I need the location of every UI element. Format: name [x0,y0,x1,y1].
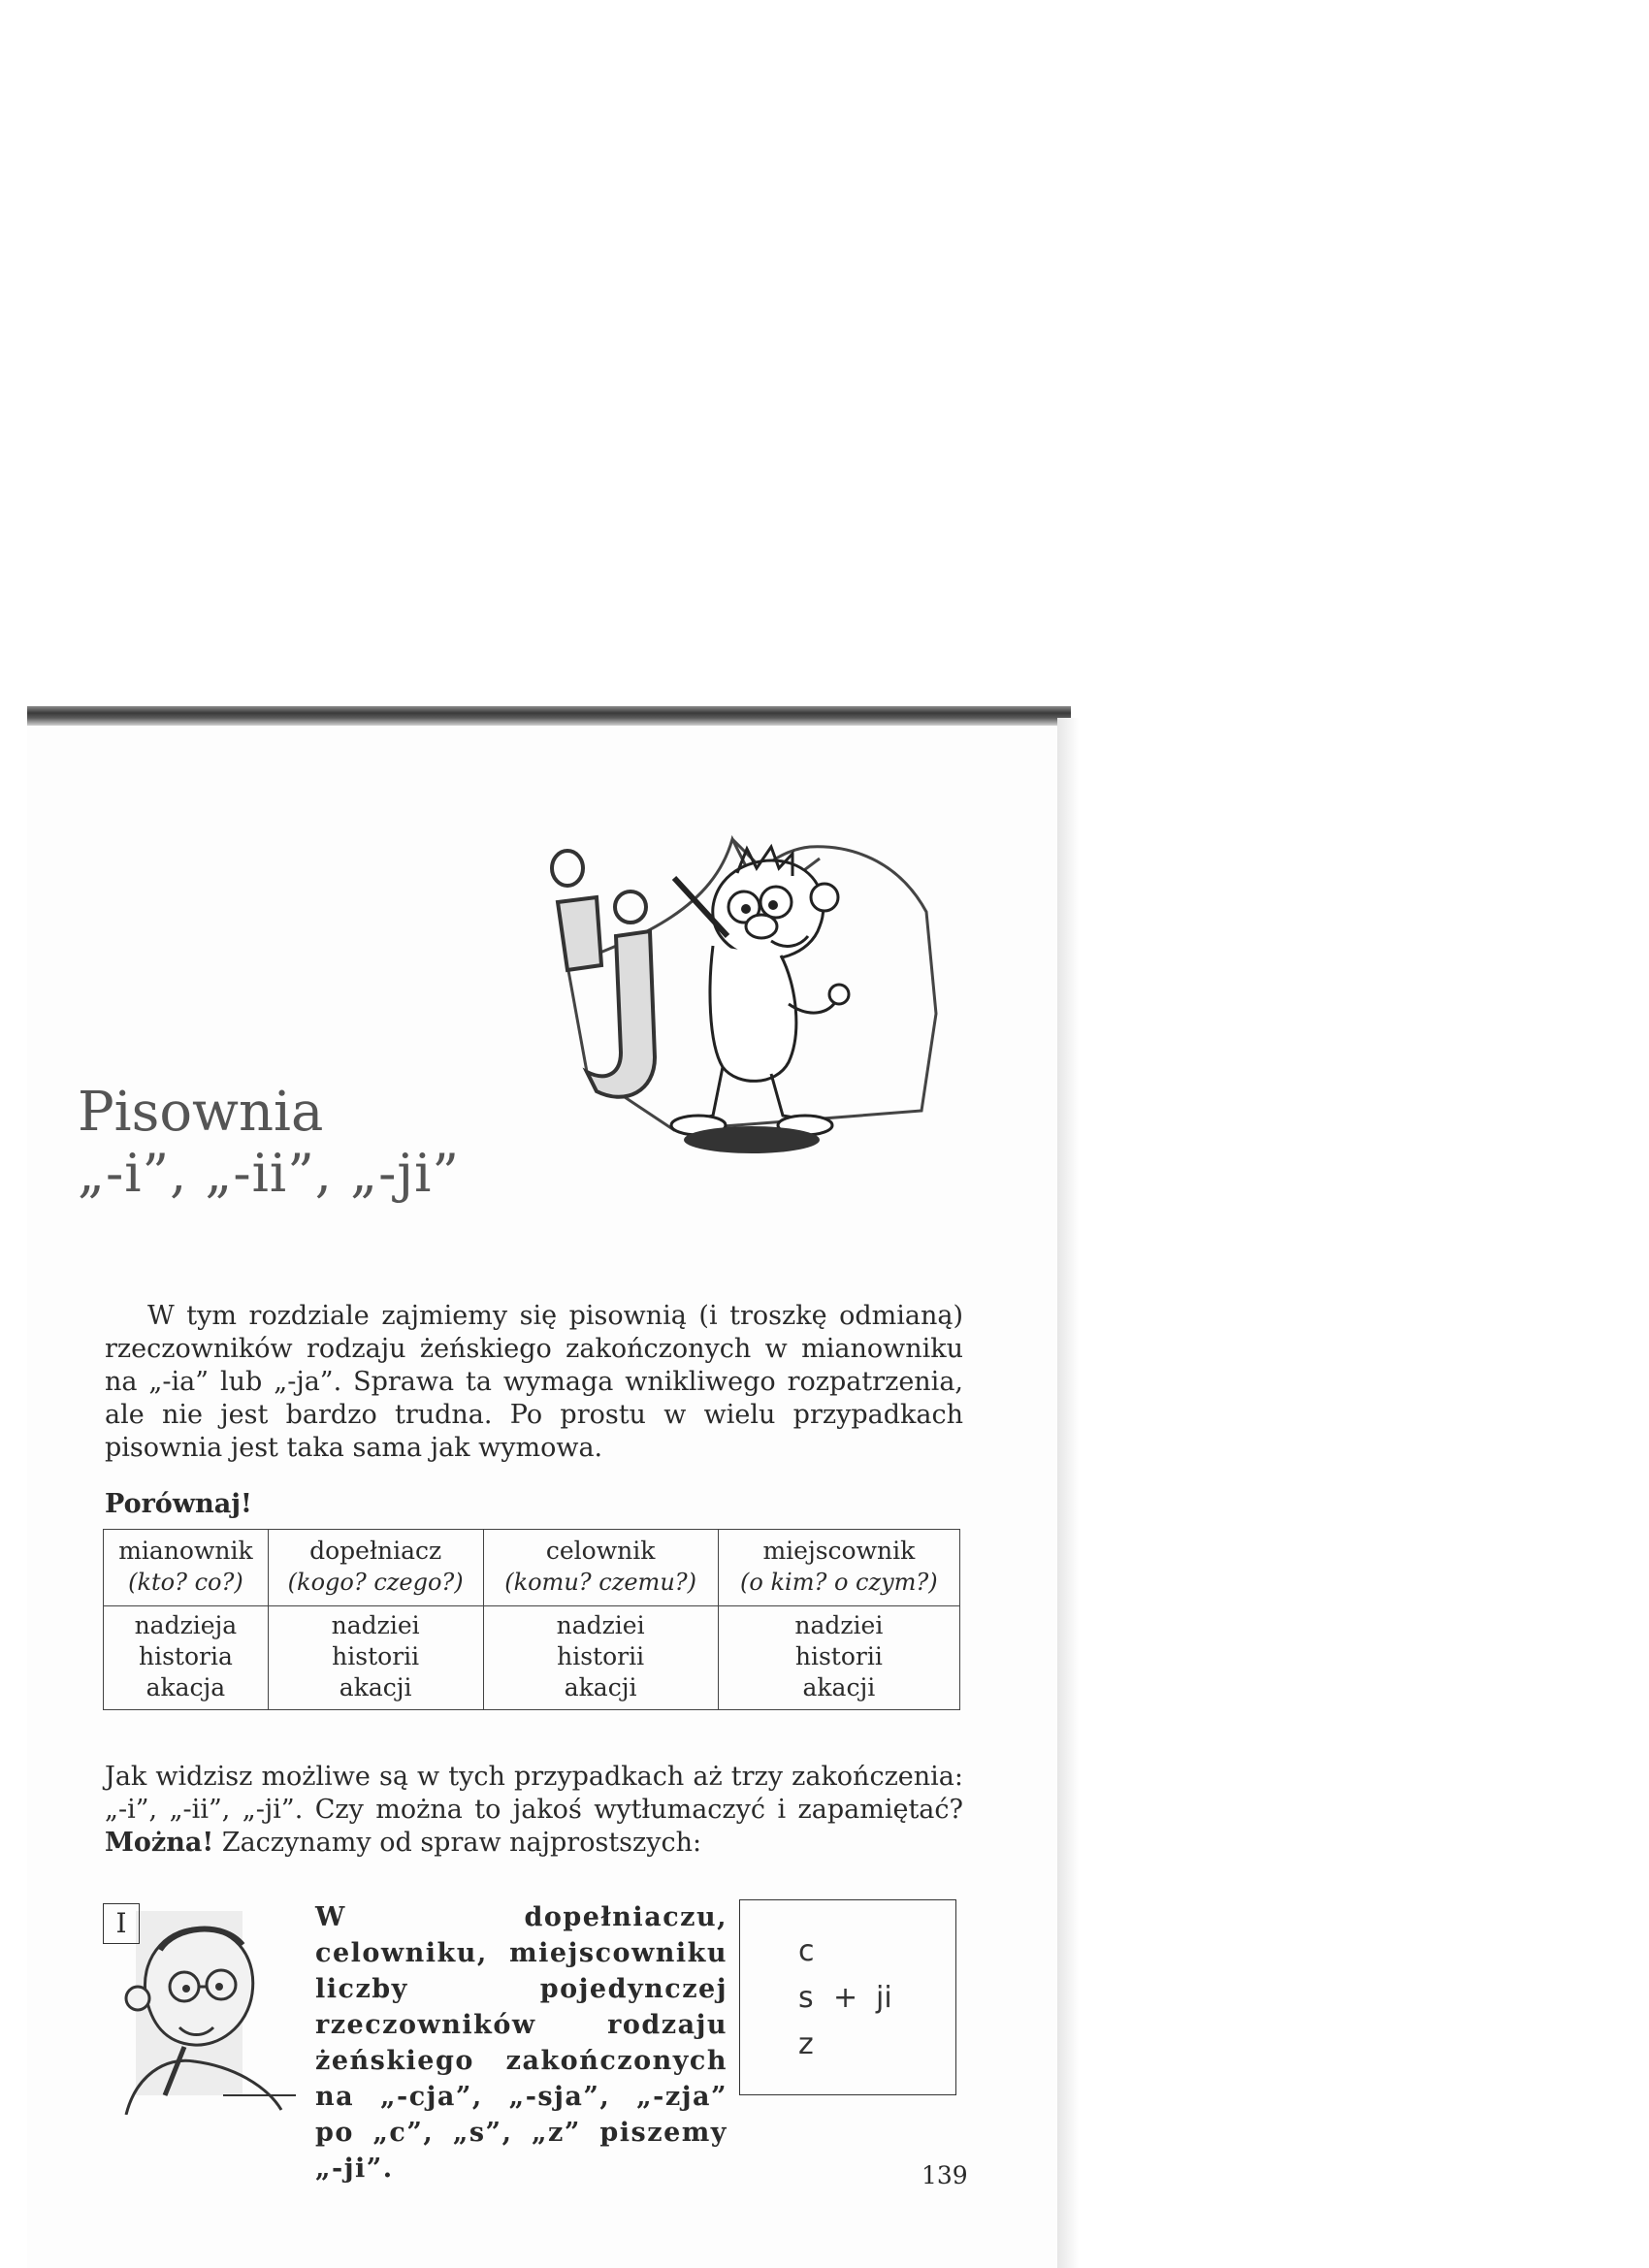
table-cell: akacja [146,1673,226,1701]
table-cell: akacji [339,1673,412,1701]
case-question: (o kim? o czym?) [740,1569,938,1596]
page-number: 139 [922,2161,968,2189]
compare-label: Porównaj! [105,1489,252,1519]
case-name: celownik [545,1537,656,1565]
formula-letter-s: s [798,1981,814,2015]
table-cell: akacji [564,1673,637,1701]
forms-mianownik [104,1606,269,1710]
declension-table [103,1529,960,1710]
summary-text: Jak widzisz możliwe są w tych przypadkach aż trzy zakończenia: „-i”, „-ii”, „-ji”. Czy można to jakoś wytłumaczyć i zapamiętać? [105,1762,963,1825]
case-name: dopełniacz [309,1537,442,1565]
table-cell: nadziei [556,1611,645,1639]
chapter-title [78,1082,460,1204]
header-dopelniacz [268,1530,483,1606]
letter-i-stem [558,897,601,970]
header-celownik [483,1530,718,1606]
table-cell: historii [794,1642,883,1670]
table-cell: akacji [802,1673,876,1701]
case-question: (komu? czemu?) [504,1569,697,1596]
header-miejscownik [718,1530,959,1606]
mascot-body [710,946,796,1081]
intro-paragraph: W tym rozdziale zajmiemy się pisownią (i troszkę odmianą) rzeczowników rodzaju żeńskiego zakończonych w mianowniku na „-ia” lub „-ja”. Sprawa ta wymaga wnikliwego rozpatrzenia, ale nie jest bardzo trudna. Po prostu w wielu przypadkach pisownia jest taka sama jak wymowa. [105,1301,963,1463]
summary-emphasis: Można! [105,1828,214,1858]
table-cell: historia [138,1642,233,1670]
summary-rest: Zaczynamy od spraw najprostszych: [221,1828,702,1858]
mascot-illustration [529,820,965,1188]
table-cell: nadzieja [134,1611,238,1639]
rule-text: W dopełniaczu, celowniku, miejscowniku liczby pojedynczej rzeczowników rodzaju żeńskiego zakończonych na „-cja”, „-sja”, „-zja” po „c”, „s”, „z” piszemy „-ji”. [315,1902,728,2184]
table-row [104,1606,960,1710]
formula-letter-z: z [798,2027,814,2061]
rule-number-badge: I [103,1903,140,1944]
table-cell: nadziei [331,1611,420,1639]
scan-top-edge [27,706,1071,726]
ink-puddle [684,1126,820,1153]
letter-j-dot [615,891,646,923]
forms-dopelniacz [268,1606,483,1710]
letter-i-dot [552,851,583,886]
case-name: mianownik [118,1537,253,1565]
rule-formula-box [739,1899,956,2095]
case-question: (kogo? czego?) [287,1569,464,1596]
forms-miejscownik [718,1606,959,1710]
table-cell: nadziei [794,1611,884,1639]
table-cell: historii [557,1642,645,1670]
title-line-2: „-i”, „-ii”, „-ji” [78,1143,460,1205]
forms-celownik [483,1606,718,1710]
formula-letter-c: c [798,1934,815,1968]
case-question: (kto? co?) [128,1569,243,1596]
title-line-1: Pisownia [78,1081,324,1144]
header-mianownik [104,1530,269,1606]
table-header-row [104,1530,960,1606]
formula-suffix: ji [876,1981,892,2015]
formula-plus: + [833,1981,858,2015]
summary-paragraph [105,1761,963,1860]
page-edge-shadow [1057,718,1079,2268]
table-cell: historii [332,1642,420,1670]
case-name: miejscownik [762,1537,916,1565]
